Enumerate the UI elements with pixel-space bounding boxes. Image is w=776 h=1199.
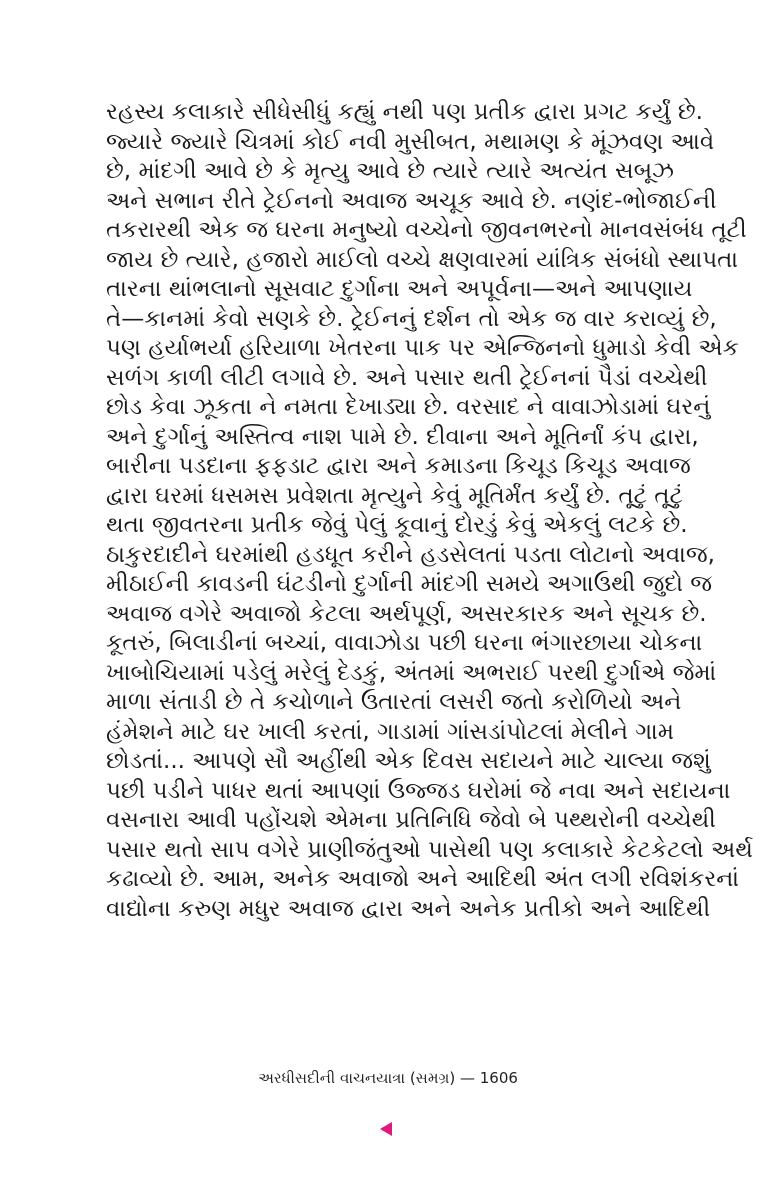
text-line: જ્યારે જ્યારે ચિત્રમાં કોઈ નવી મુસીબત, મથામણ કે મૂંઝવણ આવે: [106, 128, 715, 155]
text-line: રહસ્ય કલાકારે સીધેસીધું કહ્યું નથી પણ પ્રતીક દ્વારા પ્રગટ કર્યું છે.: [106, 99, 703, 125]
text-line: વસનારા આવી પહોંચશે એમના પ્રતિનિધિ જેવો બે પથ્થરોની વચ્ચેથી: [106, 807, 716, 833]
text-line: બારીના પડદાના ફફડાટ દ્વારા અને કમાડના કિચૂડ કિચૂડ અવાજ: [106, 453, 691, 479]
text-line: અને સભાન રીતે ટ્રેઈનનો અવાજ અચૂક આવે છે. નણંદ-ભોજાઈની: [106, 187, 717, 214]
text-line: છે, માંદગી આવે છે કે મૃત્યુ આવે છે ત્યારે ત્યારે અત્યંત સબૂઝ: [106, 158, 674, 184]
text-line: વાદ્યોના કરુણ મધુર અવાજ દ્વારા અને અનેક પ્રતીકો અને આદિથી: [106, 895, 711, 922]
text-line: કૂતરું, બિલાડીનાં બચ્ચાં, વાવાઝોડા પછી ઘરના ભંગારછાયા ચોકના: [106, 630, 703, 656]
text-line: છોડ કેવા ઝૂકતા ને નમતા દેખાડ્યા છે. વરસાદ ને વાવાઝોડામાં ઘરનું: [106, 394, 711, 420]
text-line: છોડતાં... આપણે સૌ અહીંથી એક દિવસ સદાયને માટે ચાલ્યા જશું: [106, 748, 711, 774]
text-line: સળંગ કાળી લીટી લગાવે છે. અને પસાર થતી ટ્રેઈનનાં પૈડાં વચ્ચેથી: [106, 364, 708, 391]
text-line: કઢાવ્યો છે. આમ, અનેક અવાજો અને આદિથી અંત લગી રવિશંકરનાં: [106, 866, 740, 892]
text-line: મીઠાઈની કાવડની ઘંટડીનો દુર્ગાની માંદગી સમયે અગાઉથી જુદો જ: [106, 571, 713, 597]
text-line: હંમેશને માટે ઘર ખાલી કરતાં, ગાડામાં ગાંસડાંપોટલાં મેલીને ગામ: [106, 718, 674, 745]
text-line: તે—કાનમાં કેવો સણકે છે. ટ્રેઈનનું દર્શન તો એક જ વાર કરાવ્યું છે,: [106, 305, 717, 332]
text-line: ખાબોચિયામાં પડેલું મરેલું દેડકું, અંતમાં અભરાઈ પરથી દુર્ગાએ જેમાં: [106, 659, 717, 686]
text-line: તારના થાંભલાનો સૂસવાટ દુર્ગાના અને અપૂર્વના—અને આપણાય: [106, 276, 693, 302]
text-line: ઠાકુરદાદીને ઘરમાંથી હડધૂત કરીને હડસેલતાં પડતા લોટાનો અવાજ,: [106, 541, 715, 568]
text-line: અવાજ વગેરે અવાજો કેટલા અર્થપૂર્ણ, અસરકારક અને સૂચક છે.: [106, 600, 707, 627]
left-triangle-icon[interactable]: [380, 1122, 392, 1136]
text-line: માળા સંતાડી છે તે કચોળાને ઉતારતાં લસરી જતો કરોળિયો અને: [106, 689, 682, 715]
text-line: જાય છે ત્યારે, હજારો માઈલો વચ્ચે ક્ષણવારમાં યાંત્રિક સંબંધો સ્થાપતા: [106, 246, 739, 273]
text-line: પણ હર્યાભર્યા હરિયાળા ખેતરના પાક પર એન્જિનનો ધુમાડો કેવી એક: [106, 335, 739, 361]
text-line: અને દુર્ગાનું અસ્તિત્વ નાશ પામે છે. દીવાના અને મૂતિર્નાં કંપ દ્વારા,: [106, 423, 699, 450]
text-line: પછી પડીને પાધર થતાં આપણાં ઉજ્જડ ઘરોમાં જે નવા અને સદાયના: [106, 777, 731, 804]
text-line: તકરારથી એક જ ઘરના મનુષ્યો વચ્ચેનો જીવનભરનો માનવસંબંધ તૂટી: [106, 217, 747, 243]
text-line: પસાર થતો સાપ વગેરે પ્રાણીજંતુઓ પાસેથી પણ કલાકારે કેટકેટલો અર્થ: [106, 836, 753, 863]
body-text: [106, 98, 753, 924]
text-line: થતા જીવતરના પ્રતીક જેવું પેલું કૂવાનું દોરડું કેવું એકલું લટકે છે.: [106, 512, 688, 538]
page-footer: અરધીસદીની વાચનયાત્રા (સમગ્ર) — 1606: [258, 1069, 518, 1087]
text-line: દ્વારા ઘરમાં ધસમસ પ્રવેશતા મૃત્યુને કેવું મૂતિર્મંત કર્યું છે. તૂટું તૂટું: [106, 482, 683, 509]
